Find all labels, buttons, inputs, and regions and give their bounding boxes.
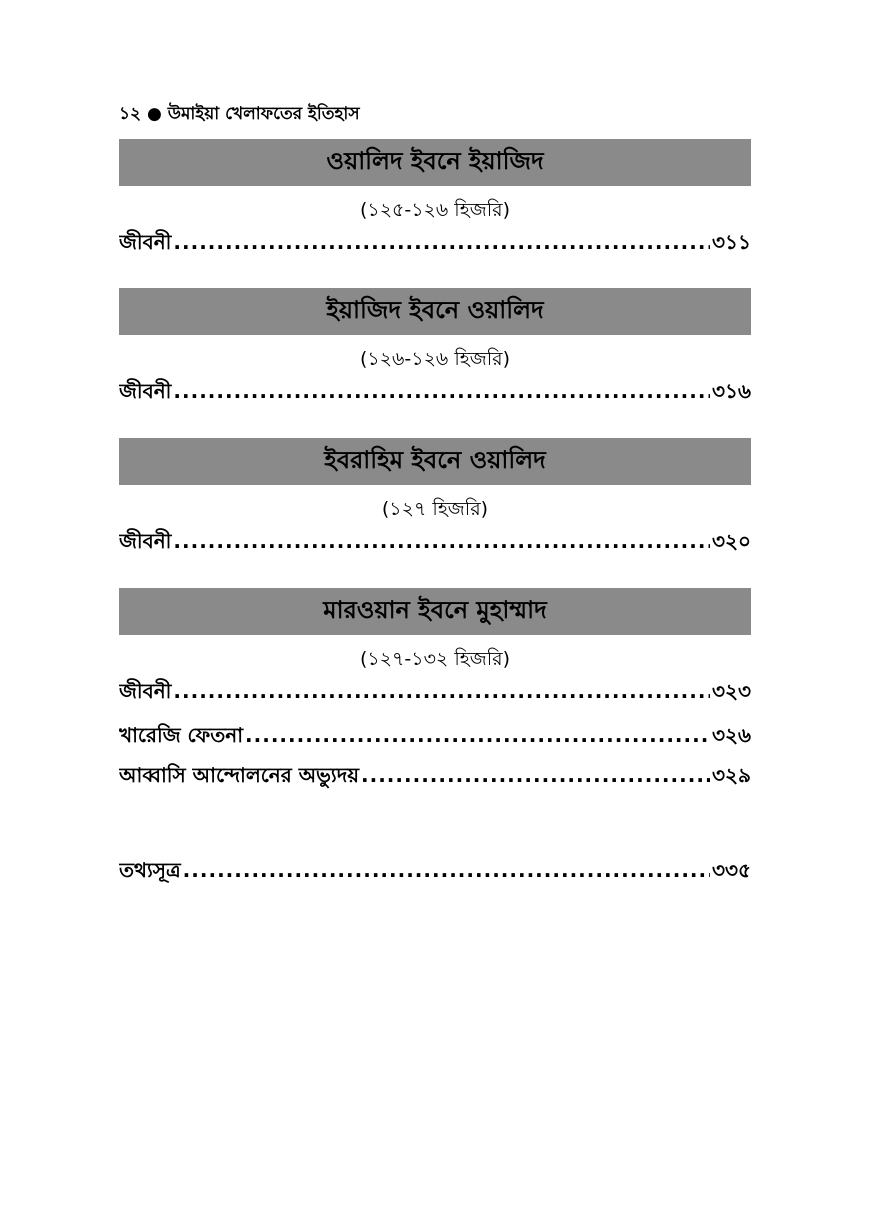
toc-entry[interactable] — [119, 224, 751, 260]
toc-entry-label: আব্বাসি আন্দোলনের অভ্যুদয় — [119, 763, 360, 787]
toc-entry-page: ৩৩৫ — [712, 858, 751, 882]
toc-entry[interactable] — [119, 852, 751, 888]
toc-entry-label: জীবনী — [119, 679, 172, 703]
toc-entry[interactable] — [119, 373, 751, 409]
toc-entry-label: জীবনী — [119, 379, 172, 403]
toc-entry[interactable] — [119, 757, 751, 793]
toc-entry-label: খারেজি ফেতনা — [119, 723, 244, 747]
toc-entry[interactable] — [119, 523, 751, 559]
dot-leader — [245, 717, 710, 753]
toc-entry[interactable] — [119, 717, 751, 753]
toc-entry-page: ৩২৯ — [712, 763, 751, 787]
running-header: ১২ ● উমাইয়া খেলাফতের ইতিহাস — [119, 104, 360, 124]
toc-section — [119, 139, 751, 260]
toc-section — [119, 288, 751, 409]
dot-leader — [173, 373, 710, 409]
section-title-banner: মারওয়ান ইবনে মুহাম্মাদ — [119, 588, 751, 635]
section-years: (১২৭-১৩২ হিজরি) — [359, 648, 511, 670]
toc-sources — [119, 852, 751, 888]
toc-entry[interactable] — [119, 673, 751, 709]
section-years: (১২৬-১২৬ হিজরি) — [359, 348, 511, 370]
toc-entry-page: ৩২০ — [711, 529, 751, 553]
dot-leader — [173, 673, 710, 709]
toc-entry-page: ৩২৬ — [711, 723, 751, 747]
section-years: (১২৫-১২৬ হিজরি) — [359, 199, 511, 221]
dot-leader — [173, 523, 710, 559]
toc-entry-label: জীবনী — [119, 230, 172, 254]
toc-entry-label: তথ্যসূত্র — [119, 858, 181, 882]
section-title-banner: ইবরাহিম ইবনে ওয়ালিদ — [119, 438, 751, 485]
toc-entry-page: ৩১৬ — [712, 379, 751, 403]
dot-leader — [361, 757, 710, 793]
toc-section — [119, 438, 751, 559]
dot-leader — [173, 224, 710, 260]
toc-entry-label: জীবনী — [119, 529, 172, 553]
toc-entry-page: ৩১১ — [712, 230, 751, 254]
section-title-banner: ওয়ালিদ ইবনে ইয়াজিদ — [119, 139, 751, 186]
toc-entry-page: ৩২৩ — [711, 679, 751, 703]
toc-section — [119, 588, 751, 793]
section-title-banner: ইয়াজিদ ইবনে ওয়ালিদ — [119, 288, 751, 335]
section-years: (১২৭ হিজরি) — [381, 498, 489, 520]
dot-leader — [183, 852, 710, 888]
